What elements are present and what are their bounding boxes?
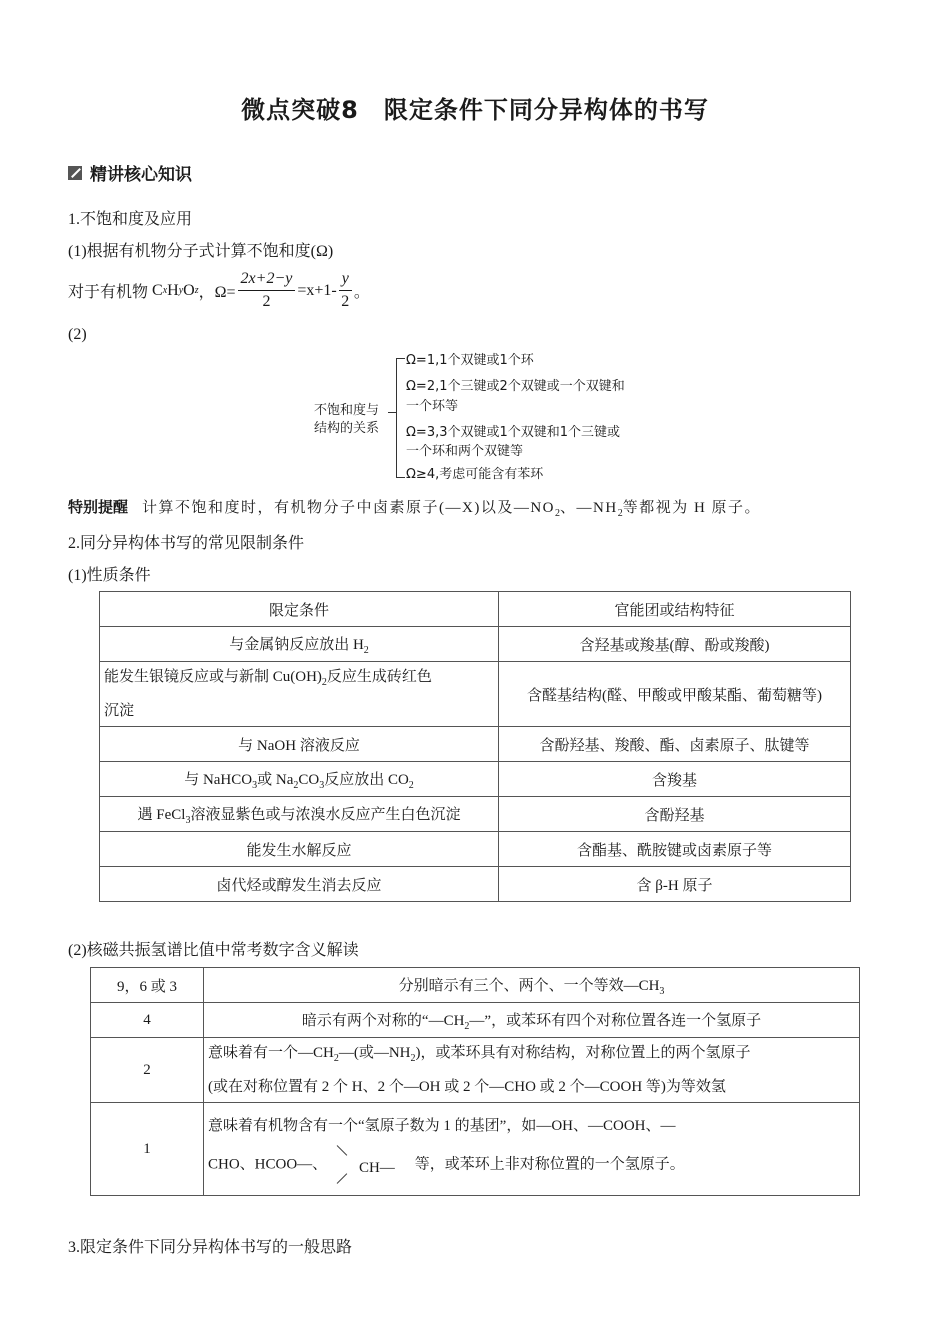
table-row <box>100 867 851 902</box>
cell-sub: 2 <box>408 779 414 791</box>
diagram-item: Ω=1,1个双键或1个环 <box>406 353 534 368</box>
heading-saturation: 1.不饱和度及应用 <box>68 211 193 228</box>
formula-z: z <box>194 285 199 296</box>
cell-text: 或 Na <box>257 771 294 788</box>
table-cell: 含羧基 <box>499 762 851 797</box>
formula-c: C <box>152 281 163 299</box>
cell-text: 沉淀 <box>104 703 135 719</box>
table-cell <box>204 1038 860 1103</box>
fraction-1-den: 2 <box>262 293 271 310</box>
cell-text: 意味着有一个—CH <box>208 1045 334 1061</box>
table-cell <box>204 968 860 1003</box>
table-header-cell: 限定条件 <box>100 592 499 627</box>
diagram-root <box>314 402 379 438</box>
diagram-tick <box>388 412 396 413</box>
note-text-c: 等都视为 H 原子。 <box>622 500 762 516</box>
note-sub-b: 2 <box>617 508 623 519</box>
table-cell: 2 <box>91 1038 204 1103</box>
table-cell <box>100 627 499 662</box>
fraction-1 <box>238 268 296 313</box>
pencil-icon <box>68 166 82 180</box>
table-cell: 能发生水解反应 <box>100 832 499 867</box>
subheading-calc: (1)根据有机物分子式计算不饱和度(Ω) <box>68 243 334 260</box>
formula-y: y <box>178 285 184 296</box>
table-row <box>100 727 851 762</box>
cell-text: —(或—NH <box>338 1045 411 1061</box>
table-row <box>91 1103 860 1196</box>
cell-sub: 2 <box>321 677 327 688</box>
table-cell: 4 <box>91 1003 204 1038</box>
subheading-nmr: (2)核磁共振氢谱比值中常考数字含义解读 <box>68 942 359 959</box>
cell-text: (或在对称位置有 2 个 H、2 个—OH 或 2 个—CHO 或 2 个—COOH 等)为等效氢 <box>208 1079 726 1095</box>
note-sub-a: 2 <box>555 508 561 519</box>
diagram-item: Ω=3,3个双键或1个双键和1个三键或 <box>406 425 621 440</box>
table-cell: 含酯基、酰胺键或卤素原子等 <box>499 832 851 867</box>
cell-text: 暗示有两个对称的“—CH <box>301 1012 465 1029</box>
cell-sub: 3 <box>185 814 191 826</box>
formula-prefix: 对于有机物 <box>68 284 149 301</box>
page-title: 微点突破8 限定条件下同分异构体的书写 <box>241 96 709 124</box>
table-header-cell: 官能团或结构特征 <box>499 592 851 627</box>
saturation-diagram <box>310 350 650 485</box>
table-cell: 9，6 或 3 <box>91 968 204 1003</box>
table-cell <box>100 662 499 727</box>
table-row <box>100 662 851 727</box>
cell-sub: 3 <box>252 779 258 791</box>
cell-text: 能发生银镜反应或与新制 Cu(OH) <box>104 669 322 685</box>
cell-text: 反应生成砖红色 <box>326 669 432 685</box>
cell-sub: 2 <box>464 1020 470 1032</box>
table-cell: 含 β-H 原子 <box>499 867 851 902</box>
bond-line <box>337 1173 348 1184</box>
ch-label: CH— <box>358 1160 395 1176</box>
table-row <box>100 627 851 662</box>
cell-text: CHO、HCOO—、 <box>208 1156 328 1173</box>
note-label: 特别提醒 <box>68 498 129 516</box>
table-row <box>91 968 860 1003</box>
cell-text: 等，或苯环上非对称位置的一个氢原子。 <box>414 1156 685 1173</box>
property-conditions-table <box>99 591 851 902</box>
cell-text: 遇 FeCl <box>137 806 186 823</box>
fraction-2-den: 2 <box>341 293 350 310</box>
formula-o: O <box>183 281 195 299</box>
subheading-2: (2) <box>68 326 87 343</box>
diagram-item: 一个环和两个双键等 <box>406 444 524 459</box>
formula-mid: =x+1- <box>297 281 337 299</box>
cell-sub: 2 <box>410 1053 416 1064</box>
table-row <box>100 832 851 867</box>
fraction-2 <box>339 268 352 313</box>
table-row <box>91 1038 860 1103</box>
section-heading <box>68 160 192 185</box>
nmr-ratio-table <box>90 967 860 1196</box>
cell-text: 溶液显紫色或与浓溴水反应产生白色沉淀 <box>190 806 461 823</box>
note-text-b: 、—NH <box>560 500 618 516</box>
cell-text: 与金属钠反应放出 H <box>229 636 364 653</box>
ch-structure <box>331 1145 411 1185</box>
heading-approach: 3.限定条件下同分异构体书写的一般思路 <box>68 1239 353 1256</box>
table-cell <box>204 1103 860 1196</box>
cell-sub: 2 <box>333 1053 339 1064</box>
diagram-root-line1: 不饱和度与 <box>314 403 380 418</box>
diagram-item: Ω≥4,考虑可能含有苯环 <box>406 467 544 482</box>
table-row <box>100 797 851 832</box>
cell-text: 分别暗示有三个、两个、一个等效—CH <box>398 977 660 994</box>
fraction-1-num: 2x+2−y <box>238 268 296 291</box>
subheading-property: (1)性质条件 <box>68 567 151 584</box>
diagram-brace <box>396 358 405 478</box>
diagram-item: 一个环等 <box>406 399 459 414</box>
cell-text: )，或苯环具有对称结构，对称位置上的两个氢原子 <box>415 1045 751 1061</box>
table-cell: 1 <box>91 1103 204 1196</box>
note-text-a: 计算不饱和度时，有机物分子中卤素原子(—X)以及—NO <box>142 500 556 516</box>
fraction-2-num: y <box>339 268 352 291</box>
cell-text: 意味着有机物含有一个“氢原子数为 1 的基团”，如—OH、—COOH、— <box>208 1118 676 1134</box>
table-cell: 与 NaOH 溶液反应 <box>100 727 499 762</box>
formula-line <box>68 268 370 313</box>
table-row <box>100 762 851 797</box>
table-row <box>91 1003 860 1038</box>
cell-text: CO <box>298 771 320 788</box>
formula-x: x <box>162 285 168 296</box>
table-cell: 卤代烃或醇发生消去反应 <box>100 867 499 902</box>
bond-line <box>337 1145 348 1156</box>
cell-text: —”，或苯环有四个对称位置各连一个氢原子 <box>469 1012 762 1029</box>
cell-sub: 2 <box>363 644 369 656</box>
formula-end: 。 <box>353 284 370 301</box>
formula-h: H <box>167 281 179 299</box>
table-cell: 含酚羟基、羧酸、酯、卤素原子、肽键等 <box>499 727 851 762</box>
cell-sub: 3 <box>659 985 665 997</box>
cell-sub: 3 <box>319 779 325 791</box>
heading-isomer: 2.同分异构体书写的常见限制条件 <box>68 535 305 552</box>
table-cell <box>100 797 499 832</box>
cell-text: 与 NaHCO <box>184 771 253 788</box>
table-cell: 含醛基结构(醛、甲酸或甲酸某酯、葡萄糖等) <box>499 662 851 727</box>
diagram-root-line2: 结构的关系 <box>314 421 380 436</box>
table-header-row <box>100 592 851 627</box>
table-cell: 含酚羟基 <box>499 797 851 832</box>
diagram-item: Ω=2,1个三键或2个双键或一个双键和 <box>406 379 625 394</box>
cell-sub: 2 <box>293 779 299 791</box>
special-note <box>68 496 761 519</box>
table-cell <box>204 1003 860 1038</box>
cell-text: 反应放出 CO <box>324 771 409 788</box>
section-heading-text: 精讲核心知识 <box>90 165 192 185</box>
table-cell: 含羟基或羧基(醇、酚或羧酸) <box>499 627 851 662</box>
table-cell <box>100 762 499 797</box>
formula-omega: ，Ω= <box>198 284 236 301</box>
